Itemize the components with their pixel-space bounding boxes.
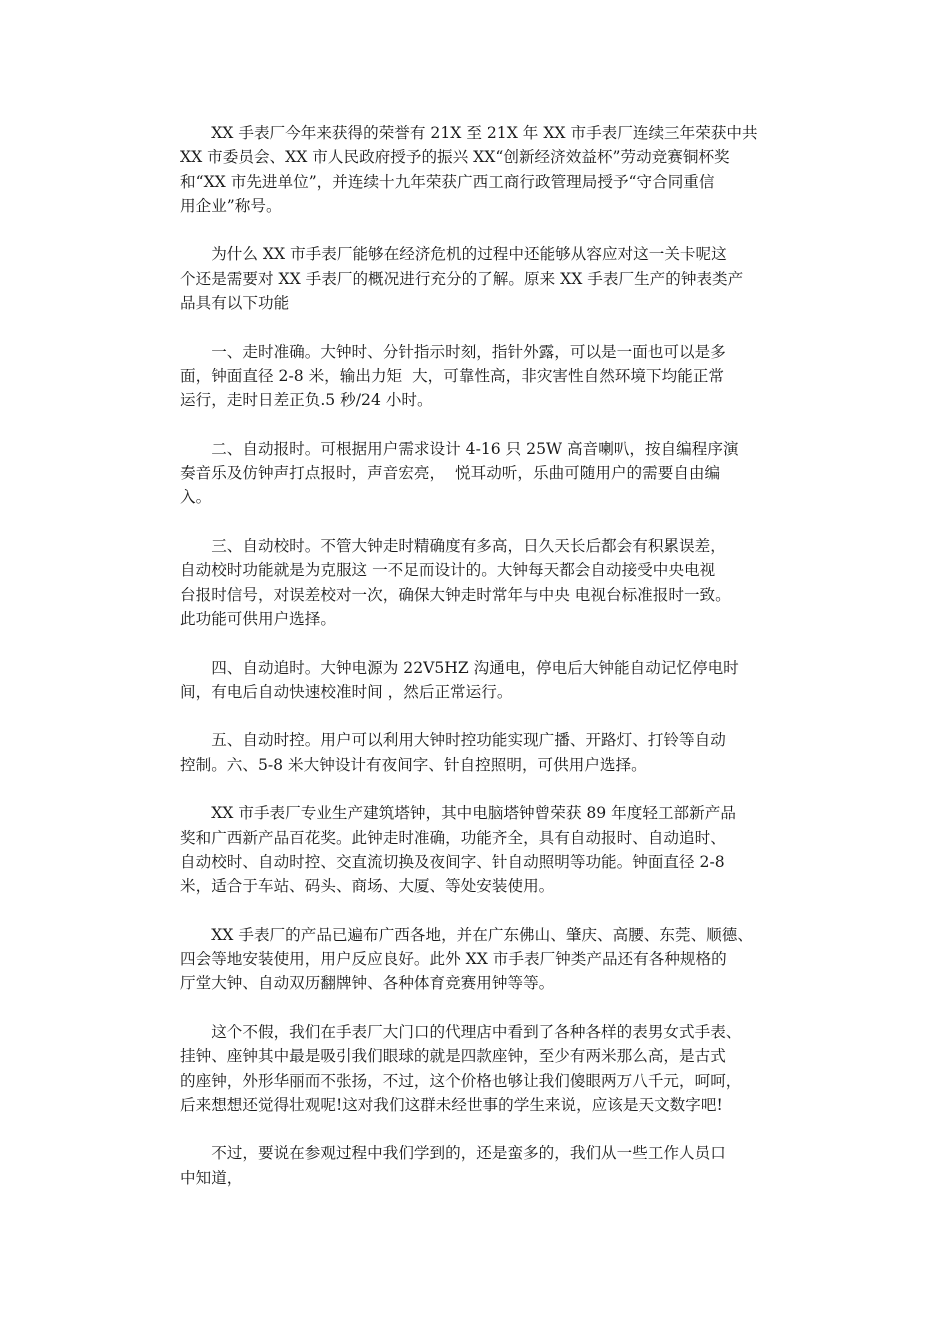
paragraph-line: 台报时信号，对误差校对一次，确保大钟走时常年与中央 电视台标准报时一致。 [180, 585, 731, 604]
paragraph-line: 品具有以下功能 [180, 294, 290, 313]
paragraph-line: 挂钟、座钟其中最是吸引我们眼球的就是四款座钟，至少有两米那么高，是古式 [180, 1047, 726, 1066]
paragraph-line: 二、自动报时。可根据用户需求设计 4-16 只 25W 高音喇叭，按自编程序演 [211, 439, 739, 458]
paragraph-line: 五、自动时控。用户可以利用大钟时控功能实现广播、开路灯、打铃等自动 [211, 731, 726, 750]
paragraph-line: XX 市委员会、XX 市人民政府授予的振兴 XX“创新经济效益杯”劳动竞赛铜杯奖 [180, 148, 730, 167]
paragraph [180, 1141, 780, 1190]
paragraph [180, 242, 780, 315]
document-body [180, 121, 780, 1214]
paragraph-line: 这个不假，我们在手表厂大门口的代理店中看到了各种各样的表男女式手表、 [211, 1022, 742, 1041]
paragraph [180, 121, 780, 218]
paragraph-line: 运行，走时日差正负.5 秒/24 小时。 [180, 391, 433, 410]
paragraph-line: 自动校时、自动时控、交直流切换及夜间字、针自动照明等功能。钟面直径 2-8 [180, 852, 725, 871]
paragraph [180, 1020, 780, 1117]
paragraph-line: 中知道， [180, 1168, 243, 1187]
paragraph-line: 米，适合于车站、码头、商场、大厦、等处安装使用。 [180, 877, 555, 896]
paragraph [180, 534, 780, 631]
paragraph [180, 801, 780, 898]
paragraph-line: 间，有电后自动快速校准时间 ，然后正常运行。 [180, 682, 513, 701]
paragraph-line: 厅堂大钟、自动双历翻牌钟、各种体育竞赛用钟等等。 [180, 974, 555, 993]
paragraph-line: 三、自动校时。不管大钟走时精确度有多高，日久天长后都会有积累误差， [211, 537, 726, 556]
paragraph-line: 个还是需要对 XX 手表厂的概况进行充分的了解。原来 XX 手表厂生产的钟表类产 [180, 269, 744, 288]
paragraph [180, 656, 780, 705]
paragraph-line: 入。 [180, 488, 212, 507]
paragraph [180, 923, 780, 996]
paragraph-line: 用企业”称号。 [180, 196, 282, 215]
paragraph-line: 控制。六、5-8 米大钟设计有夜间字、针自控照明，可供用户选择。 [180, 755, 647, 774]
paragraph [180, 340, 780, 413]
paragraph-line: 奏音乐及仿钟声打点报时，声音宏亮， 悦耳动听，乐曲可随用户的需要自由编 [180, 464, 721, 483]
paragraph-line: 一、走时准确。大钟时、分针指示时刻，指针外露，可以是一面也可以是多 [211, 342, 726, 361]
paragraph-line: 为什么 XX 市手表厂能够在经济危机的过程中还能够从容应对这一关卡呢这 [211, 245, 727, 264]
paragraph-line: 的座钟，外形华丽而不张扬，不过，这个价格也够让我们傻眼两万八千元，呵呵， [180, 1071, 742, 1090]
paragraph-line: 不过，要说在参观过程中我们学到的，还是蛮多的，我们从一些工作人员口 [211, 1144, 726, 1163]
paragraph-line: 面，钟面直径 2-8 米，输出力矩 大，可靠性高，非灾害性自然环境下均能正常 [180, 366, 724, 385]
paragraph-line: XX 市手表厂专业生产建筑塔钟，其中电脑塔钟曾荣获 89 年度轻工部新产品 [211, 804, 736, 823]
paragraph-line: 此功能可供用户选择。 [180, 609, 336, 628]
paragraph-line: 后来想想还觉得壮观呢!这对我们这群未经世事的学生来说，应该是天文数字吧! [180, 1095, 723, 1114]
paragraph-line: 和“XX 市先进单位”，并连续十九年荣获广西工商行政管理局授予“守合同重信 [180, 172, 715, 191]
paragraph-line: 四会等地安装使用，用户反应良好。此外 XX 市手表厂钟类产品还有各种规格的 [180, 950, 727, 969]
paragraph-line: XX 手表厂的产品已遍布广西各地，并在广东佛山、肇庆、高腰、东莞、顺德、 [211, 925, 753, 944]
paragraph-line: 四、自动追时。大钟电源为 22V5HZ 沟通电，停电后大钟能自动记忆停电时 [211, 658, 739, 677]
paragraph-line: XX 手表厂今年来获得的荣誉有 21X 至 21X 年 XX 市手表厂连续三年荣获中共 [211, 124, 758, 142]
paragraph-line: 自动校时功能就是为克服这 一不足而设计的。大钟每天都会自动接受中央电视 [180, 561, 716, 580]
paragraph [180, 728, 780, 777]
paragraph [180, 437, 780, 510]
paragraph-line: 奖和广西新产品百花奖。此钟走时准确，功能齐全，具有自动报时、自动追时、 [180, 828, 726, 847]
